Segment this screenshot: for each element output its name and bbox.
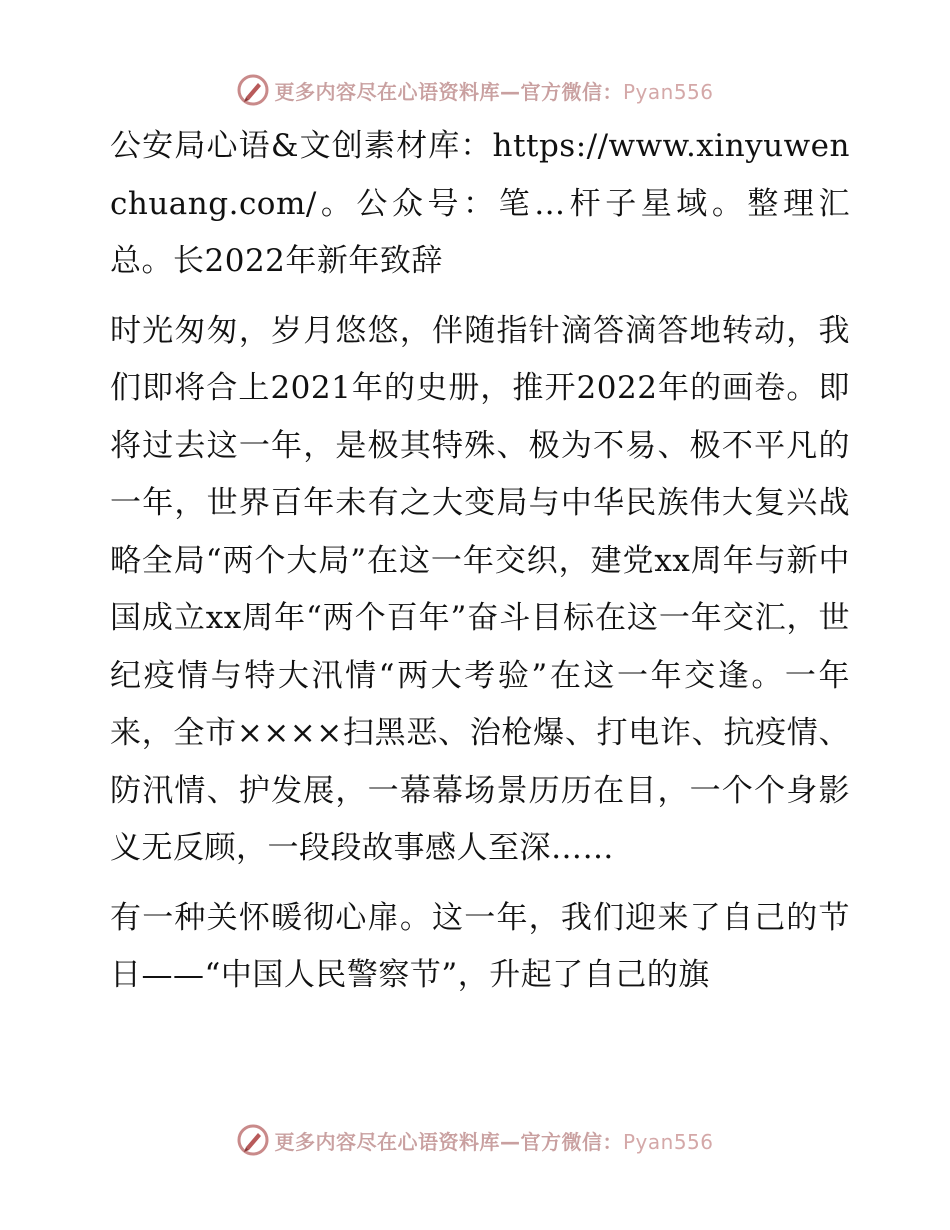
pen-seal-icon — [236, 1123, 270, 1157]
watermark-label: 更多内容尽在心语资料库—官方微信： — [274, 1129, 623, 1154]
footer-watermark — [0, 1120, 950, 1160]
watermark-wechat-id: Pyan556 — [622, 1129, 714, 1154]
document-body — [98, 118, 850, 1005]
watermark-wechat-id: Pyan556 — [622, 79, 714, 104]
header-watermark — [0, 70, 950, 110]
body-paragraph: 有一种关怀暖彻心扉。这一年，我们迎来了自己的节日——“中国人民警察节”，升起了自己的旗 — [110, 899, 850, 993]
watermark-text — [274, 1126, 713, 1155]
watermark-label: 更多内容尽在心语资料库—官方微信： — [274, 79, 623, 104]
body-paragraph: 时光匆匆，岁月悠悠，伴随指针滴答滴答地转动，我们即将合上2021年的史册，推开2022年的画卷。即将过去这一年，是极其特殊、极为不易、极不平凡的一年，世界百年未有之大变局与中华民族伟大复兴战略全局“两个大局”在这一年交织，建党xx周年与新中国成立xx周年“两个百年”奋斗目标在这一年交汇，世纪疫情与特大汛情“两大考验”在这一年交逢。一年来，全市××××扫黑恶、治枪爆、打电诈、抗疫情、防汛情、护发展，一幕幕场景历历在目，一个个身影义无反顾，一段段故事感人至深…… — [110, 312, 850, 866]
watermark-text — [274, 76, 713, 105]
intro-paragraph: 公安局心语&文创素材库：https://www.xinyuwenchuang.com/。公众号：笔…杆子星域。整理汇总。长2022年新年致辞 — [110, 128, 850, 279]
pen-seal-icon — [236, 73, 270, 107]
